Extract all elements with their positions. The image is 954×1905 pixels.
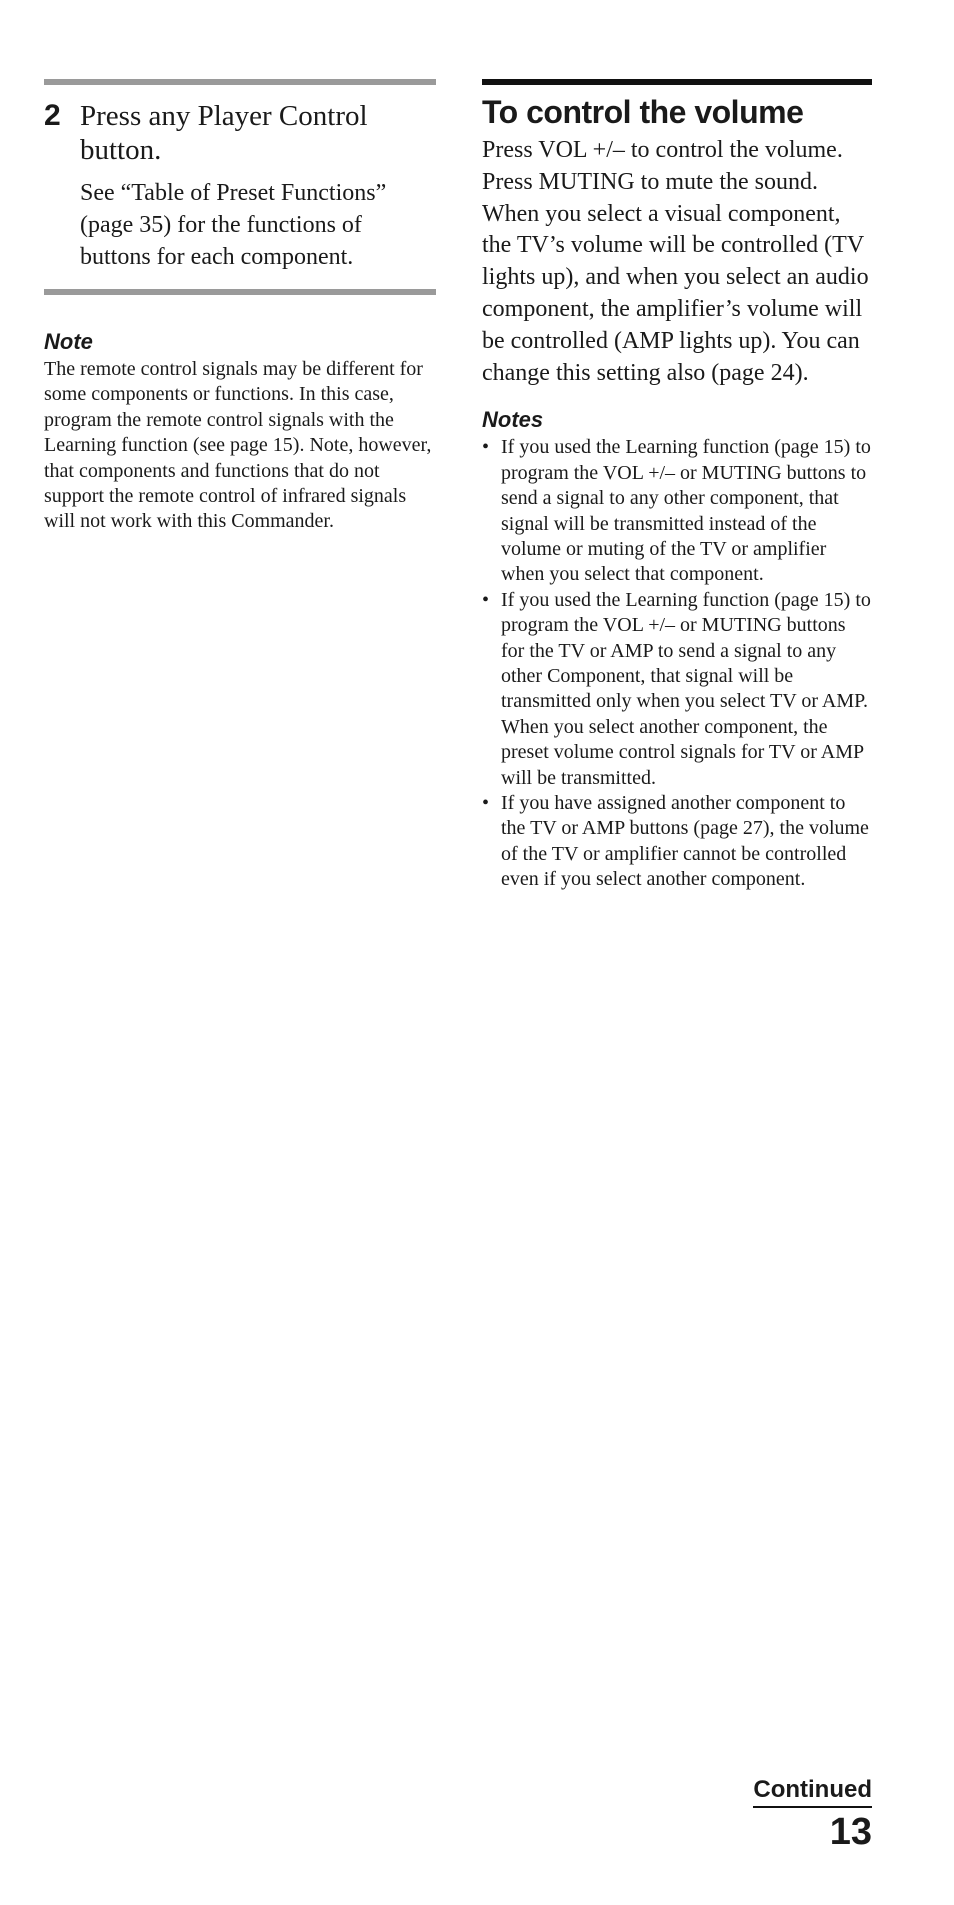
notes-list-item: • If you used the Learning function (page 15) to program the VOL +/– or MUTING buttons for the TV or AMP to send a signal to any other Component, that signal will be transmitted only when you select TV or AMP. When you select another component, the preset volume control signals for TV or AMP will be transmitted.	[482, 588, 872, 791]
step-bottom-rule	[44, 289, 436, 295]
section-body: Press VOL +/– to control the volume. Press MUTING to mute the sound. When you select a visual component, the TV’s volume will be controlled (TV lights up), and when you select an audio component, the amplifier’s volume will be controlled (AMP lights up). You can change this setting also (page 24).	[482, 137, 869, 386]
notes-list-item: • If you used the Learning function (page 15) to program the VOL +/– or MUTING buttons to send a signal to any other component, that signal will be transmitted instead of the volume or muting of the TV or amplifier when you select that component.	[482, 435, 872, 587]
note-text: The remote control signals may be different for some components or functions. In this case, program the remote control signals with the Learning function (see page 15). Note, however, that components and functions that do not support the remote control of infrared signals will not work with this Commander.	[44, 358, 432, 533]
step-description: See “Table of Preset Functions” (page 35) for the functions of buttons for each component.	[80, 180, 387, 270]
section-top-rule	[482, 79, 872, 85]
notes-heading: Notes	[482, 407, 544, 433]
left-column	[44, 79, 436, 535]
page-footer	[753, 1776, 872, 1854]
step-title: Press any Player Control button.	[80, 100, 368, 166]
section-title: To control the volume	[482, 94, 804, 130]
page-number: 13	[829, 1811, 872, 1853]
right-column	[482, 79, 872, 893]
step-number: 2	[44, 99, 61, 132]
notes-list	[482, 435, 872, 892]
step-top-rule	[44, 79, 436, 85]
continued-label: Continued	[753, 1776, 872, 1808]
notes-list-item: • If you have assigned another component to the TV or AMP buttons (page 27), the volume of the TV or amplifier cannot be controlled even if you select another component.	[482, 791, 872, 893]
step-block	[44, 99, 436, 289]
note-heading: Note	[44, 329, 93, 354]
step-body	[80, 99, 436, 289]
